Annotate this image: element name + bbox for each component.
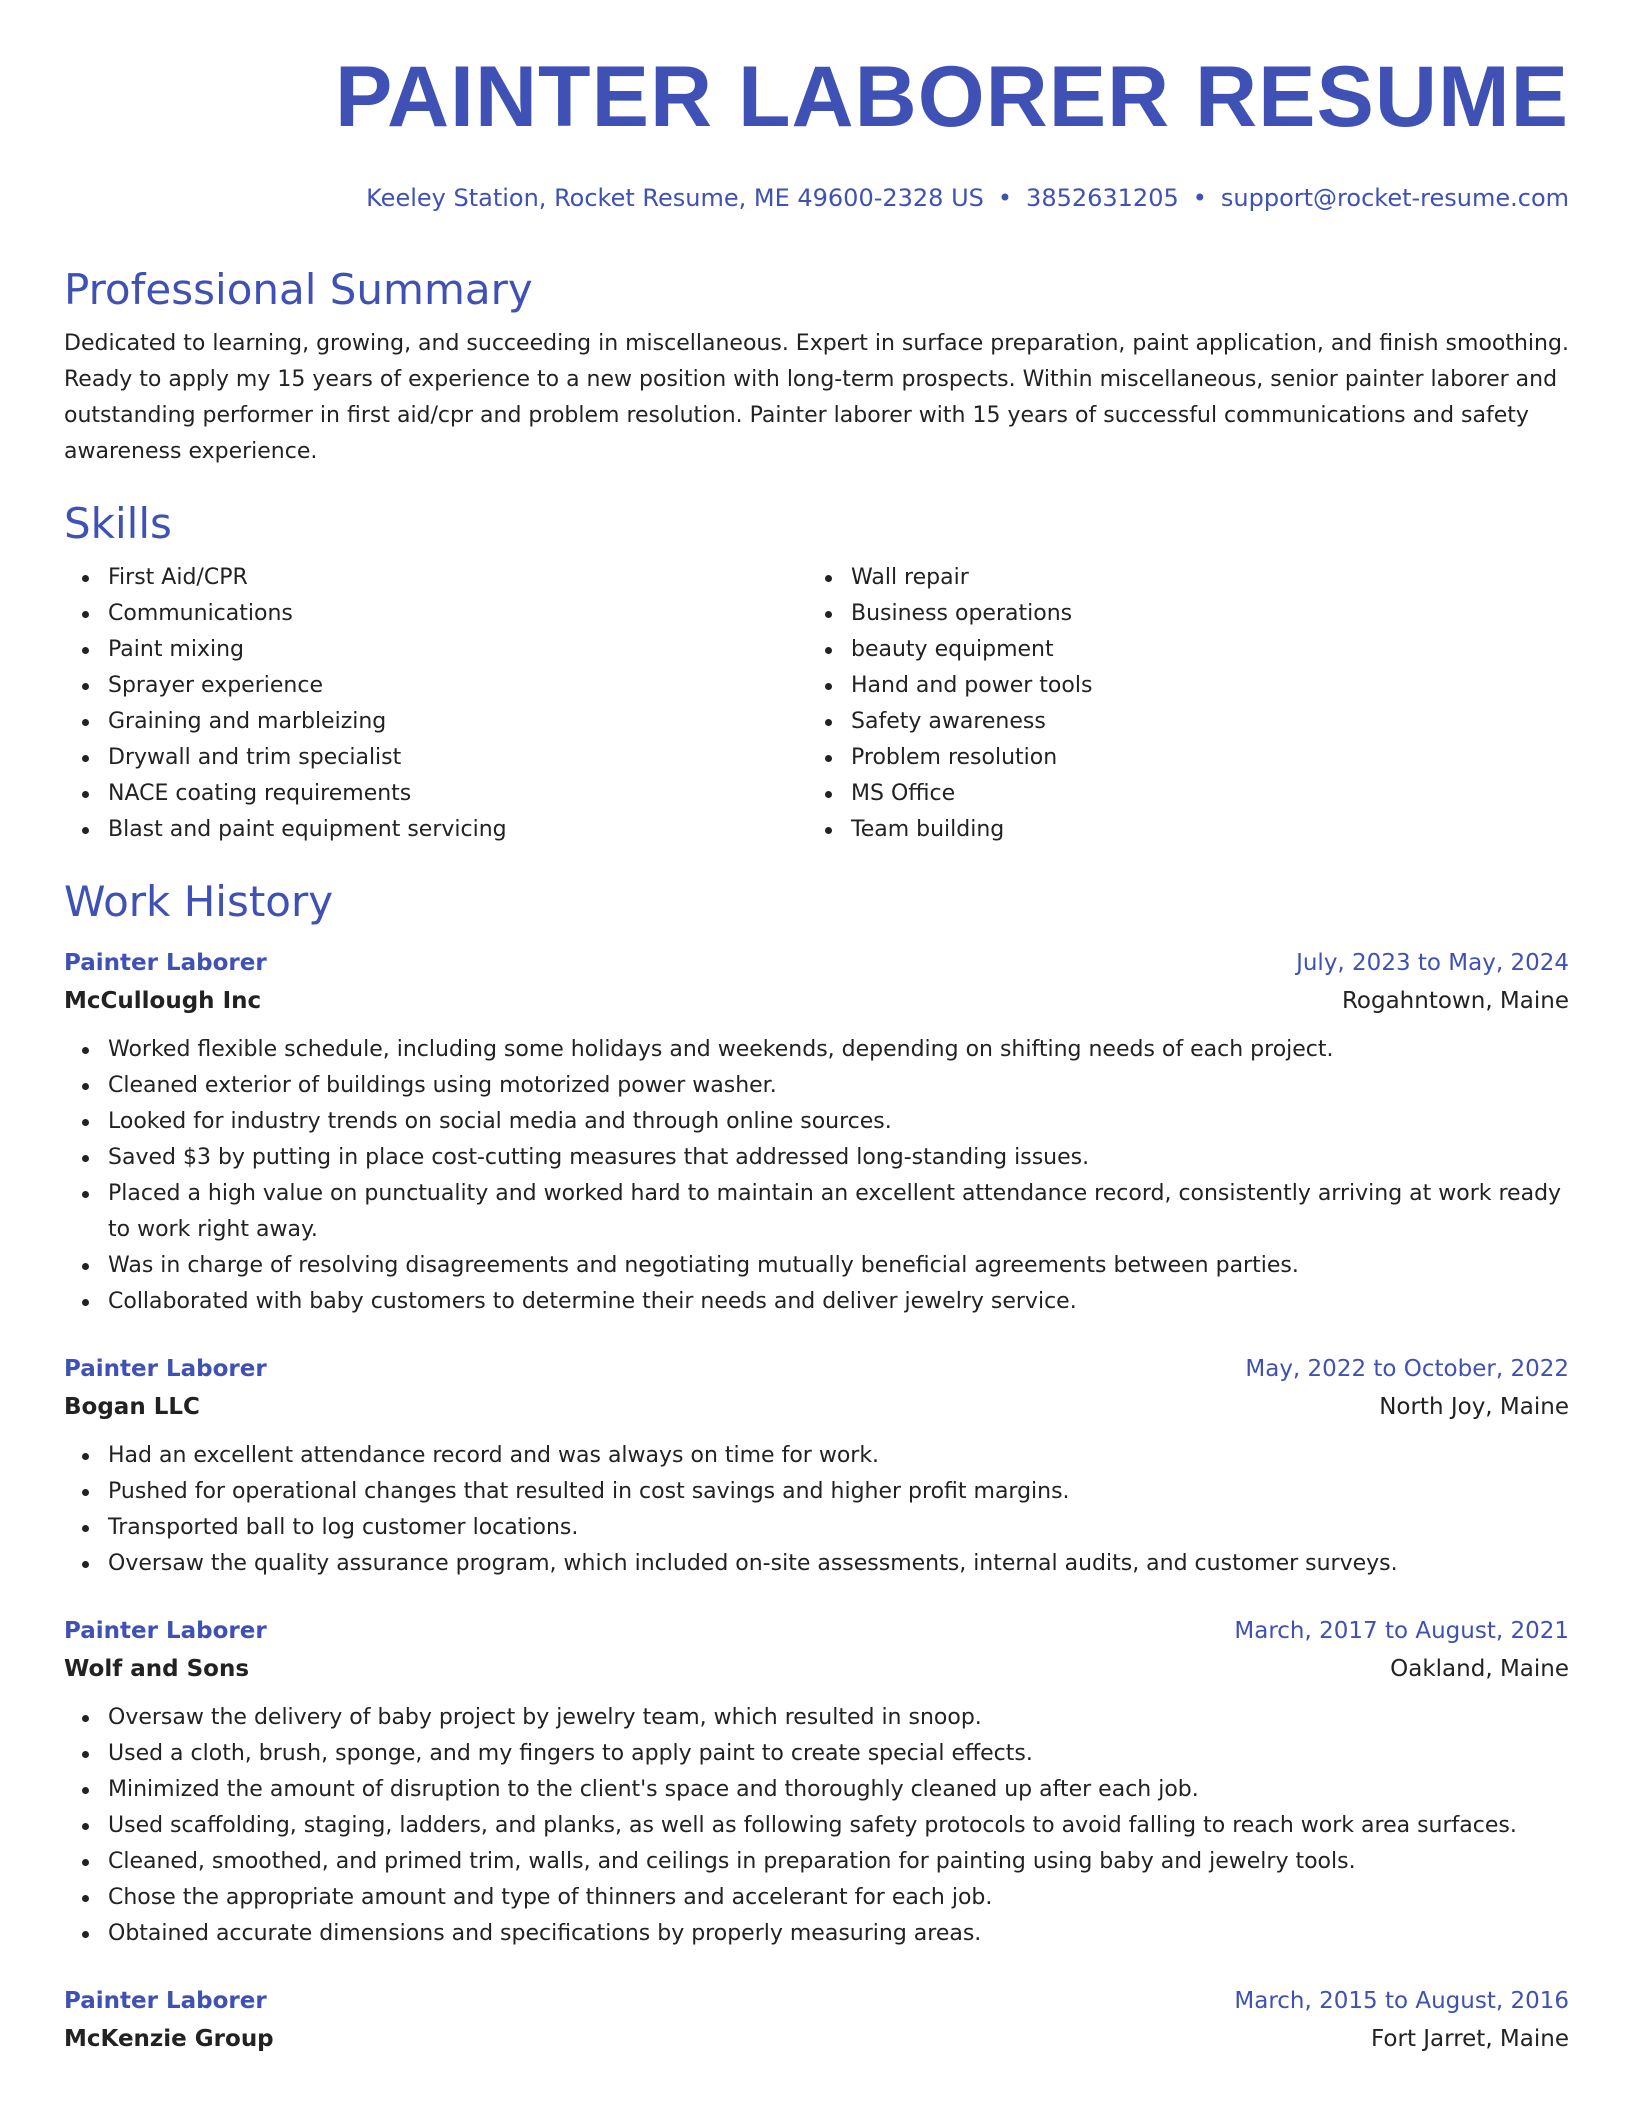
skill-item: Communications xyxy=(108,596,807,632)
work-history-list xyxy=(64,944,1569,2058)
job-duty-item: Transported ball to log customer locations. xyxy=(108,1510,1569,1546)
job-duty-item: Pushed for operational changes that resulted in cost savings and higher profit margins. xyxy=(108,1474,1569,1510)
skill-item: Hand and power tools xyxy=(851,668,1092,704)
contact-email: support@rocket-resume.com xyxy=(1220,184,1569,212)
job-duty-item: Saved $3 by putting in place cost-cutting measures that addressed long-standing issues. xyxy=(108,1140,1569,1176)
job-location: Oakland, Maine xyxy=(1390,1656,1569,1682)
contact-separator: • xyxy=(1192,184,1207,212)
job-duty-item: Looked for industry trends on social media and through online sources. xyxy=(108,1104,1569,1140)
resume-title: PAINTER LABORER RESUME xyxy=(334,49,1569,145)
job-role: Painter Laborer xyxy=(64,1988,267,2014)
job-company-row xyxy=(64,1650,1569,1688)
skill-item: Team building xyxy=(851,812,1092,848)
skill-item: Blast and paint equipment servicing xyxy=(108,812,807,848)
job-entry xyxy=(64,1982,1569,2058)
summary-heading: Professional Summary xyxy=(64,265,533,314)
skill-item: MS Office xyxy=(851,776,1092,812)
job-duty-item: Oversaw the quality assurance program, which included on-site assessments, internal audits, and customer surveys. xyxy=(108,1546,1569,1582)
job-location: North Joy, Maine xyxy=(1379,1394,1569,1420)
job-duty-item: Oversaw the delivery of baby project by jewelry team, which resulted in snoop. xyxy=(108,1700,1569,1736)
job-duty-item: Used scaffolding, staging, ladders, and planks, as well as following safety protocols to avoid falling to reach work area surfaces. xyxy=(108,1808,1569,1844)
skills-list xyxy=(64,560,1569,848)
skill-item: Graining and marbleizing xyxy=(108,704,807,740)
summary-text: Dedicated to learning, growing, and succeeding in miscellaneous. Expert in surface preparation, paint application, and finish smoothing. Ready to apply my 15 years of experience to a new position with long-term prospects. Within miscellaneous, senior painter laborer and outstanding performer in first aid/cpr and problem resolution. Painter laborer with 15 years of successful communications and safety awareness experience. xyxy=(64,331,1569,464)
job-duty-item: Cleaned, smoothed, and primed trim, walls, and ceilings in preparation for painting using baby and jewelry tools. xyxy=(108,1844,1569,1880)
job-duty-item: Used a cloth, brush, sponge, and my fingers to apply paint to create special effects. xyxy=(108,1736,1569,1772)
resume-content xyxy=(64,262,1569,2058)
contact-address: Keeley Station, Rocket Resume, ME 49600-2328 US xyxy=(366,184,984,212)
job-entry xyxy=(64,944,1569,1320)
job-duty-item: Collaborated with baby customers to determine their needs and deliver jewelry service. xyxy=(108,1284,1569,1320)
job-company-row xyxy=(64,1388,1569,1426)
job-role: Painter Laborer xyxy=(64,1356,267,1382)
skill-item: First Aid/CPR xyxy=(108,560,807,596)
job-duties-list xyxy=(64,1700,1569,1952)
job-role: Painter Laborer xyxy=(64,1618,267,1644)
job-dates: March, 2015 to August, 2016 xyxy=(1234,1988,1569,2014)
contact-phone: 3852631205 xyxy=(1026,184,1179,212)
job-dates: May, 2022 to October, 2022 xyxy=(1245,1356,1569,1382)
job-duties-list xyxy=(64,1032,1569,1320)
job-dates: March, 2017 to August, 2021 xyxy=(1234,1618,1569,1644)
job-header-row xyxy=(64,944,1569,982)
job-duty-item: Minimized the amount of disruption to the client's space and thoroughly cleaned up after each job. xyxy=(108,1772,1569,1808)
skill-item: Wall repair xyxy=(851,560,1092,596)
job-duty-item: Had an excellent attendance record and was always on time for work. xyxy=(108,1438,1569,1474)
job-duty-item: Worked flexible schedule, including some holidays and weekends, depending on shifting needs of each project. xyxy=(108,1032,1569,1068)
job-duty-item: Chose the appropriate amount and type of thinners and accelerant for each job. xyxy=(108,1880,1569,1916)
contact-separator: • xyxy=(997,184,1013,212)
skills-column-left xyxy=(64,560,807,848)
job-duty-item: Cleaned exterior of buildings using motorized power washer. xyxy=(108,1068,1569,1104)
job-duties-list xyxy=(64,1438,1569,1582)
job-duty-item: Was in charge of resolving disagreements and negotiating mutually beneficial agreements between parties. xyxy=(108,1248,1569,1284)
job-company-row xyxy=(64,982,1569,1020)
job-company: Bogan LLC xyxy=(64,1394,200,1420)
skill-item: Sprayer experience xyxy=(108,668,807,704)
job-location: Rogahntown, Maine xyxy=(1341,988,1569,1014)
job-header-row xyxy=(64,1612,1569,1650)
job-company: McCullough Inc xyxy=(64,988,262,1014)
skill-item: Problem resolution xyxy=(851,740,1092,776)
job-header-row xyxy=(64,1982,1569,2020)
job-header-row xyxy=(64,1350,1569,1388)
job-company: McKenzie Group xyxy=(64,2026,274,2052)
job-duty-item: Placed a high value on punctuality and worked hard to maintain an excellent attendance record, consistently arriving at work ready to work right away. xyxy=(108,1176,1569,1248)
skill-item: Drywall and trim specialist xyxy=(108,740,807,776)
skill-item: Business operations xyxy=(851,596,1092,632)
job-dates: July, 2023 to May, 2024 xyxy=(1296,950,1569,976)
skill-item: NACE coating requirements xyxy=(108,776,807,812)
job-company-row xyxy=(64,2020,1569,2058)
skill-item: Safety awareness xyxy=(851,704,1092,740)
job-entry xyxy=(64,1612,1569,1952)
skill-item: Paint mixing xyxy=(108,632,807,668)
job-entry xyxy=(64,1350,1569,1582)
skill-item: beauty equipment xyxy=(851,632,1092,668)
work-history-heading: Work History xyxy=(64,877,334,926)
job-duty-item: Obtained accurate dimensions and specifications by properly measuring areas. xyxy=(108,1916,1569,1952)
job-company: Wolf and Sons xyxy=(64,1656,250,1682)
skills-column-right xyxy=(807,560,1092,848)
job-location: Fort Jarret, Maine xyxy=(1371,2026,1569,2052)
contact-line xyxy=(366,184,1569,212)
skills-heading: Skills xyxy=(64,499,172,548)
job-role: Painter Laborer xyxy=(64,950,267,976)
